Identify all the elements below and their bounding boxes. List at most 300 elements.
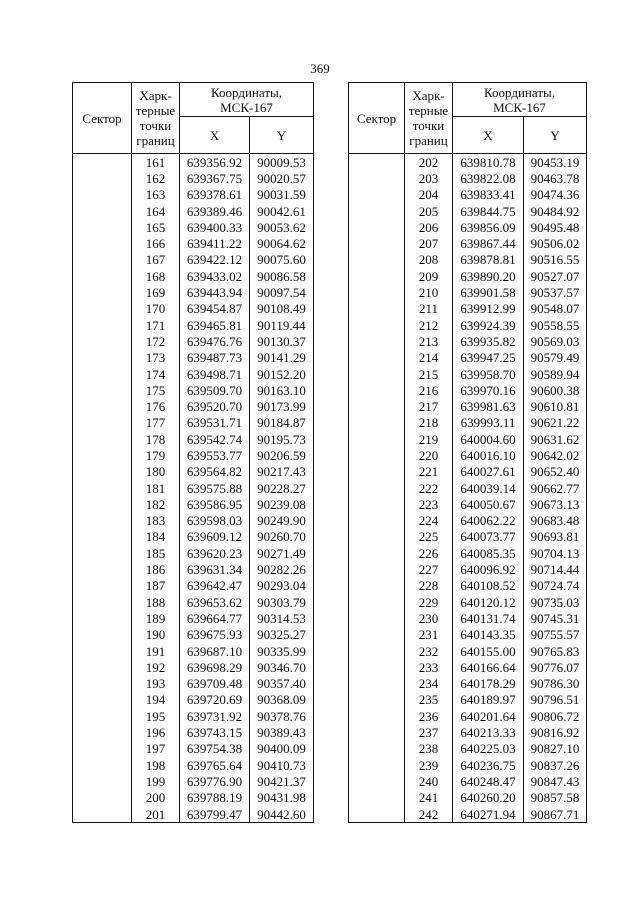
point-number-cell: 210 [405, 284, 453, 300]
x-coordinate-cell: 640260.20 [453, 790, 524, 806]
x-coordinate-cell: 639609.12 [180, 529, 250, 545]
table-row [349, 676, 587, 692]
header-coordinates [180, 83, 314, 117]
y-coordinate-cell: 90303.79 [250, 594, 314, 610]
x-coordinate-cell: 640143.35 [453, 627, 524, 643]
point-number-cell: 174 [132, 366, 180, 382]
point-number-cell: 191 [132, 643, 180, 659]
header-y: Y [250, 117, 314, 154]
point-number-cell: 188 [132, 594, 180, 610]
table-row [349, 317, 587, 333]
point-number-cell: 229 [405, 594, 453, 610]
sector-cell [73, 219, 132, 235]
sector-cell [73, 317, 132, 333]
point-number-cell: 238 [405, 741, 453, 757]
x-coordinate-cell: 640096.92 [453, 561, 524, 577]
table-row [349, 741, 587, 757]
table-row [349, 773, 587, 789]
point-number-cell: 215 [405, 366, 453, 382]
y-coordinate-cell: 90484.92 [524, 203, 587, 219]
y-coordinate-cell: 90600.38 [524, 382, 587, 398]
y-coordinate-cell: 90431.98 [250, 790, 314, 806]
table-row [349, 235, 587, 251]
y-coordinate-cell: 90293.04 [250, 578, 314, 594]
point-number-cell: 208 [405, 252, 453, 268]
x-coordinate-cell: 640225.03 [453, 741, 524, 757]
sector-cell [349, 284, 405, 300]
y-coordinate-cell: 90796.51 [524, 692, 587, 708]
y-coordinate-cell: 90206.59 [250, 447, 314, 463]
x-coordinate-cell: 639586.95 [180, 496, 250, 512]
y-coordinate-cell: 90389.43 [250, 724, 314, 740]
table-row [349, 350, 587, 366]
y-coordinate-cell: 90714.44 [524, 561, 587, 577]
sector-cell [73, 301, 132, 317]
table-row [73, 350, 314, 366]
sector-cell [349, 154, 405, 171]
point-number-cell: 164 [132, 203, 180, 219]
y-coordinate-cell: 90053.62 [250, 219, 314, 235]
point-number-cell: 187 [132, 578, 180, 594]
point-number-cell: 195 [132, 708, 180, 724]
sector-cell [349, 219, 405, 235]
sector-cell [349, 398, 405, 414]
y-coordinate-cell: 90579.49 [524, 350, 587, 366]
table-row [73, 643, 314, 659]
point-number-cell: 161 [132, 154, 180, 171]
y-coordinate-cell: 90141.29 [250, 350, 314, 366]
y-coordinate-cell: 90683.48 [524, 513, 587, 529]
point-number-cell: 233 [405, 659, 453, 675]
x-coordinate-cell: 640062.22 [453, 513, 524, 529]
x-coordinate-cell: 639575.88 [180, 480, 250, 496]
table-row [73, 252, 314, 268]
x-coordinate-cell: 640155.00 [453, 643, 524, 659]
point-number-cell: 203 [405, 170, 453, 186]
sector-cell [349, 724, 405, 740]
point-number-cell: 241 [405, 790, 453, 806]
sector-cell [349, 333, 405, 349]
point-number-cell: 196 [132, 724, 180, 740]
x-coordinate-cell: 639642.47 [180, 578, 250, 594]
table-row [73, 284, 314, 300]
sector-cell [349, 301, 405, 317]
table-row [349, 480, 587, 496]
y-coordinate-cell: 90335.99 [250, 643, 314, 659]
table-row [349, 398, 587, 414]
sector-cell [349, 382, 405, 398]
table-row [73, 724, 314, 740]
table-row [349, 203, 587, 219]
table-row [73, 529, 314, 545]
table-row [73, 154, 314, 171]
table-row [349, 154, 587, 171]
point-number-cell: 240 [405, 773, 453, 789]
point-number-cell: 173 [132, 350, 180, 366]
x-coordinate-cell: 639833.41 [453, 187, 524, 203]
point-number-cell: 235 [405, 692, 453, 708]
x-coordinate-cell: 639947.25 [453, 350, 524, 366]
y-coordinate-cell: 90260.70 [250, 529, 314, 545]
coordinates-table-left [72, 82, 314, 823]
point-number-cell: 193 [132, 676, 180, 692]
point-number-cell: 209 [405, 268, 453, 284]
point-number-cell: 219 [405, 431, 453, 447]
table-row [73, 610, 314, 626]
sector-cell [349, 513, 405, 529]
x-coordinate-cell: 639709.48 [180, 676, 250, 692]
table-row [349, 757, 587, 773]
table-row [73, 366, 314, 382]
x-coordinate-cell: 640108.52 [453, 578, 524, 594]
table-row [73, 301, 314, 317]
sector-cell [73, 170, 132, 186]
sector-cell [73, 284, 132, 300]
table-row [73, 268, 314, 284]
table-row [349, 415, 587, 431]
point-number-cell: 205 [405, 203, 453, 219]
header-points-line1: Харк- [412, 88, 445, 103]
header-sector: Сектор [73, 83, 132, 154]
point-number-cell: 166 [132, 235, 180, 251]
sector-cell [349, 480, 405, 496]
sector-cell [73, 692, 132, 708]
table-row [349, 464, 587, 480]
y-coordinate-cell: 90693.81 [524, 529, 587, 545]
table-row [73, 594, 314, 610]
header-coordinates-line2: МСК-167 [220, 99, 273, 115]
y-coordinate-cell: 90642.02 [524, 447, 587, 463]
sector-cell [73, 594, 132, 610]
point-number-cell: 176 [132, 398, 180, 414]
sector-cell [73, 333, 132, 349]
y-coordinate-cell: 90086.58 [250, 268, 314, 284]
point-number-cell: 179 [132, 447, 180, 463]
sector-cell [349, 790, 405, 806]
table-row [73, 398, 314, 414]
header-points-line3: точки [139, 118, 172, 133]
sector-cell [73, 187, 132, 203]
sector-cell [73, 154, 132, 171]
sector-cell [349, 545, 405, 561]
y-coordinate-cell: 90495.48 [524, 219, 587, 235]
point-number-cell: 189 [132, 610, 180, 626]
point-number-cell: 206 [405, 219, 453, 235]
x-coordinate-cell: 639378.61 [180, 187, 250, 203]
table-row [73, 659, 314, 675]
sector-cell [73, 366, 132, 382]
header-points-line3: точки [412, 118, 445, 133]
table-row [73, 513, 314, 529]
sector-cell [73, 464, 132, 480]
point-number-cell: 175 [132, 382, 180, 398]
y-coordinate-cell: 90558.55 [524, 317, 587, 333]
sector-cell [349, 170, 405, 186]
table-row [349, 333, 587, 349]
y-coordinate-cell: 90516.55 [524, 252, 587, 268]
table-row [349, 724, 587, 740]
table-row [73, 790, 314, 806]
table-row [73, 578, 314, 594]
table-row [73, 464, 314, 480]
x-coordinate-cell: 640236.75 [453, 757, 524, 773]
table-row [73, 773, 314, 789]
x-coordinate-cell: 639509.70 [180, 382, 250, 398]
table-row [349, 187, 587, 203]
header-points [132, 83, 180, 154]
x-coordinate-cell: 639443.94 [180, 284, 250, 300]
header-x: X [453, 117, 524, 154]
x-coordinate-cell: 639631.34 [180, 561, 250, 577]
point-number-cell: 231 [405, 627, 453, 643]
sector-cell [349, 464, 405, 480]
x-coordinate-cell: 639564.82 [180, 464, 250, 480]
x-coordinate-cell: 639687.10 [180, 643, 250, 659]
x-coordinate-cell: 639867.44 [453, 235, 524, 251]
table-row [73, 235, 314, 251]
y-coordinate-cell: 90228.27 [250, 480, 314, 496]
x-coordinate-cell: 639754.38 [180, 741, 250, 757]
x-coordinate-cell: 639799.47 [180, 806, 250, 823]
sector-cell [73, 643, 132, 659]
table-row [349, 627, 587, 643]
x-coordinate-cell: 639487.73 [180, 350, 250, 366]
point-number-cell: 202 [405, 154, 453, 171]
y-coordinate-cell: 90314.53 [250, 610, 314, 626]
point-number-cell: 216 [405, 382, 453, 398]
y-coordinate-cell: 90569.03 [524, 333, 587, 349]
table-row [73, 187, 314, 203]
table-row [349, 284, 587, 300]
y-coordinate-cell: 90031.59 [250, 187, 314, 203]
point-number-cell: 234 [405, 676, 453, 692]
point-number-cell: 186 [132, 561, 180, 577]
table-row [349, 692, 587, 708]
table-row [73, 333, 314, 349]
sector-cell [73, 268, 132, 284]
y-coordinate-cell: 90249.90 [250, 513, 314, 529]
table-row [349, 610, 587, 626]
point-number-cell: 218 [405, 415, 453, 431]
point-number-cell: 230 [405, 610, 453, 626]
point-number-cell: 217 [405, 398, 453, 414]
x-coordinate-cell: 639935.82 [453, 333, 524, 349]
sector-cell [73, 235, 132, 251]
x-coordinate-cell: 640039.14 [453, 480, 524, 496]
y-coordinate-cell: 90400.09 [250, 741, 314, 757]
table-row [349, 496, 587, 512]
table-row [349, 431, 587, 447]
header-points-line4: границ [136, 133, 175, 148]
sector-cell [73, 561, 132, 577]
y-coordinate-cell: 90075.60 [250, 252, 314, 268]
point-number-cell: 184 [132, 529, 180, 545]
x-coordinate-cell: 639520.70 [180, 398, 250, 414]
x-coordinate-cell: 639720.69 [180, 692, 250, 708]
table-row [349, 268, 587, 284]
sector-cell [349, 252, 405, 268]
sector-cell [349, 317, 405, 333]
sector-cell [73, 806, 132, 823]
y-coordinate-cell: 90857.58 [524, 790, 587, 806]
header-coordinates [453, 83, 587, 117]
sector-cell [73, 350, 132, 366]
point-number-cell: 239 [405, 757, 453, 773]
y-coordinate-cell: 90463.78 [524, 170, 587, 186]
sector-cell [349, 496, 405, 512]
point-number-cell: 226 [405, 545, 453, 561]
point-number-cell: 237 [405, 724, 453, 740]
table-row [73, 203, 314, 219]
sector-cell [349, 708, 405, 724]
sector-cell [73, 757, 132, 773]
sector-cell [73, 529, 132, 545]
sector-cell [349, 366, 405, 382]
y-coordinate-cell: 90410.73 [250, 757, 314, 773]
table-row [73, 627, 314, 643]
y-coordinate-cell: 90621.22 [524, 415, 587, 431]
sector-cell [73, 724, 132, 740]
point-number-cell: 228 [405, 578, 453, 594]
sector-cell [349, 594, 405, 610]
x-coordinate-cell: 639664.77 [180, 610, 250, 626]
table-row [349, 659, 587, 675]
x-coordinate-cell: 640248.47 [453, 773, 524, 789]
y-coordinate-cell: 90867.71 [524, 806, 587, 823]
point-number-cell: 171 [132, 317, 180, 333]
sector-cell [349, 757, 405, 773]
y-coordinate-cell: 90346.70 [250, 659, 314, 675]
point-number-cell: 190 [132, 627, 180, 643]
y-coordinate-cell: 90064.62 [250, 235, 314, 251]
y-coordinate-cell: 90816.92 [524, 724, 587, 740]
y-coordinate-cell: 90421.37 [250, 773, 314, 789]
sector-cell [349, 561, 405, 577]
x-coordinate-cell: 639389.46 [180, 203, 250, 219]
y-coordinate-cell: 90631.62 [524, 431, 587, 447]
y-coordinate-cell: 90195.73 [250, 431, 314, 447]
header-points-line1: Харк- [139, 88, 172, 103]
x-coordinate-cell: 639788.19 [180, 790, 250, 806]
y-coordinate-cell: 90537.57 [524, 284, 587, 300]
sector-cell [73, 415, 132, 431]
header-sector: Сектор [349, 83, 405, 154]
sector-cell [73, 790, 132, 806]
sector-cell [349, 350, 405, 366]
table-row [73, 708, 314, 724]
y-coordinate-cell: 90020.57 [250, 170, 314, 186]
y-coordinate-cell: 90009.53 [250, 154, 314, 171]
x-coordinate-cell: 640016.10 [453, 447, 524, 463]
x-coordinate-cell: 639498.71 [180, 366, 250, 382]
sector-cell [349, 692, 405, 708]
point-number-cell: 162 [132, 170, 180, 186]
y-coordinate-cell: 90755.57 [524, 627, 587, 643]
y-coordinate-cell: 90673.13 [524, 496, 587, 512]
x-coordinate-cell: 639924.39 [453, 317, 524, 333]
table-row [73, 170, 314, 186]
x-coordinate-cell: 640131.74 [453, 610, 524, 626]
table-row [73, 561, 314, 577]
x-coordinate-cell: 639653.62 [180, 594, 250, 610]
y-coordinate-cell: 90724.74 [524, 578, 587, 594]
y-coordinate-cell: 90837.26 [524, 757, 587, 773]
header-x: X [180, 117, 250, 154]
sector-cell [349, 659, 405, 675]
y-coordinate-cell: 90325.27 [250, 627, 314, 643]
sector-cell [349, 203, 405, 219]
table-row [73, 545, 314, 561]
y-coordinate-cell: 90589.94 [524, 366, 587, 382]
point-number-cell: 211 [405, 301, 453, 317]
x-coordinate-cell: 640004.60 [453, 431, 524, 447]
x-coordinate-cell: 639890.20 [453, 268, 524, 284]
table-row [349, 513, 587, 529]
point-number-cell: 213 [405, 333, 453, 349]
y-coordinate-cell: 90163.10 [250, 382, 314, 398]
sector-cell [73, 382, 132, 398]
table-row [349, 170, 587, 186]
x-coordinate-cell: 640166.64 [453, 659, 524, 675]
point-number-cell: 220 [405, 447, 453, 463]
y-coordinate-cell: 90184.87 [250, 415, 314, 431]
point-number-cell: 201 [132, 806, 180, 823]
y-coordinate-cell: 90239.08 [250, 496, 314, 512]
x-coordinate-cell: 640120.12 [453, 594, 524, 610]
table-row [349, 447, 587, 463]
point-number-cell: 242 [405, 806, 453, 823]
x-coordinate-cell: 639553.77 [180, 447, 250, 463]
x-coordinate-cell: 639844.75 [453, 203, 524, 219]
x-coordinate-cell: 640073.77 [453, 529, 524, 545]
point-number-cell: 224 [405, 513, 453, 529]
x-coordinate-cell: 639981.63 [453, 398, 524, 414]
sector-cell [349, 627, 405, 643]
point-number-cell: 194 [132, 692, 180, 708]
x-coordinate-cell: 639465.81 [180, 317, 250, 333]
point-number-cell: 192 [132, 659, 180, 675]
x-coordinate-cell: 639698.29 [180, 659, 250, 675]
y-coordinate-cell: 90217.43 [250, 464, 314, 480]
point-number-cell: 204 [405, 187, 453, 203]
table-row [73, 692, 314, 708]
point-number-cell: 198 [132, 757, 180, 773]
y-coordinate-cell: 90662.77 [524, 480, 587, 496]
x-coordinate-cell: 640271.94 [453, 806, 524, 823]
table-row [349, 382, 587, 398]
sector-cell [73, 773, 132, 789]
point-number-cell: 214 [405, 350, 453, 366]
y-coordinate-cell: 90652.40 [524, 464, 587, 480]
sector-cell [349, 741, 405, 757]
x-coordinate-cell: 639878.81 [453, 252, 524, 268]
point-number-cell: 169 [132, 284, 180, 300]
x-coordinate-cell: 640085.35 [453, 545, 524, 561]
table-row [73, 496, 314, 512]
sector-cell [349, 610, 405, 626]
x-coordinate-cell: 639731.92 [180, 708, 250, 724]
x-coordinate-cell: 639411.22 [180, 235, 250, 251]
sector-cell [73, 496, 132, 512]
sector-cell [349, 235, 405, 251]
x-coordinate-cell: 639367.75 [180, 170, 250, 186]
point-number-cell: 170 [132, 301, 180, 317]
x-coordinate-cell: 639993.11 [453, 415, 524, 431]
y-coordinate-cell: 90786.30 [524, 676, 587, 692]
sector-cell [349, 773, 405, 789]
x-coordinate-cell: 639912.99 [453, 301, 524, 317]
point-number-cell: 168 [132, 268, 180, 284]
